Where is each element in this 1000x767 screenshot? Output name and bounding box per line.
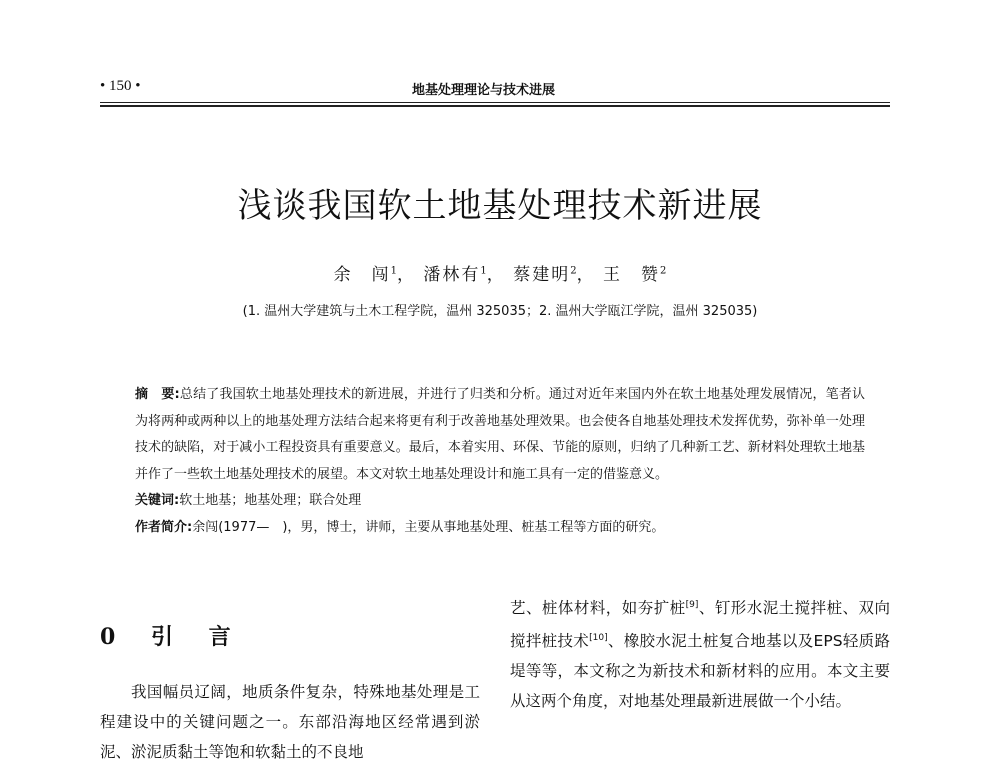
affiliation: (1. 温州大学建筑与土木工程学院，温州 325035；2. 温州大学瓯江学院，温州 325035)	[242, 304, 758, 319]
author-separator: ，	[397, 265, 417, 285]
citation-ref: [9]	[685, 600, 699, 610]
abstract-block	[135, 382, 865, 541]
author-name: 余 闯	[333, 265, 391, 285]
keywords-label: 关键词:	[135, 493, 180, 508]
abstract	[135, 382, 865, 488]
continued-paragraph	[510, 590, 890, 716]
header-rule-thin	[100, 102, 890, 103]
author-bio	[135, 515, 865, 542]
author-separator: ，	[576, 265, 596, 285]
section-heading: 0 引 言	[100, 624, 245, 650]
author-name: 王 赞	[602, 265, 660, 285]
paragraph-text: 、橡胶水泥土桩复合地基以及EPS轻质路堤等等，本文称之为新技术和新材料的应用。本文主要从这两个角度，对地基处理最新进展做一个小结。	[510, 632, 890, 711]
abstract-label: 摘 要:	[135, 387, 180, 402]
running-header	[100, 78, 890, 100]
author-affil-mark: 1	[390, 265, 398, 277]
author-affil-mark: 2	[659, 265, 667, 277]
running-title: 地基处理理论与技术进展	[412, 83, 556, 98]
author-affil-mark: 1	[480, 265, 487, 277]
author-name: 潘林有	[423, 265, 481, 285]
author-name: 蔡建明	[513, 265, 571, 285]
author-list	[0, 260, 1000, 285]
header-rule-thick	[100, 105, 890, 107]
author-bio-label: 作者简介:	[135, 519, 193, 535]
intro-paragraph: 我国幅员辽阔，地质条件复杂，特殊地基处理是工程建设中的关键问题之一。东部沿海地区经常遇到淤泥、淤泥质黏土等饱和软黏土的不良地	[100, 683, 480, 761]
citation-ref: [10]	[589, 633, 608, 644]
page-number: • 150 •	[100, 78, 141, 94]
keywords-text: 软土地基；地基处理；联合处理	[179, 493, 362, 508]
abstract-text: 总结了我国软土地基处理技术的新进展，并进行了归类和分析。通过对近年来国内外在软土地基处理发展情况，笔者认为将两种或两种以上的地基处理方法结合起来将更有利于改善地基处理效果。也会使各自地基处理技术发挥优势，弥补单一处理技术的缺陷，对于减小工程投资具有重要意义。最后，本着实用、环保、节能的原则，归纳了几种新工艺、新材料处理软土地基并作了一些软土地基处理技术的展望。本文对软土地基处理设计和施工具有一定的借鉴意义。	[135, 387, 865, 482]
paragraph-text: 艺、桩体材料，如夯扩桩	[510, 599, 686, 618]
paragraph-text: 、钉形水泥土搅拌桩、双向搅拌桩技术	[510, 599, 890, 651]
author-separator: ，	[486, 265, 506, 285]
left-column	[100, 620, 480, 767]
right-column	[510, 590, 890, 716]
keywords	[135, 488, 865, 515]
author-affil-mark: 2	[570, 265, 577, 277]
paper-title: 浅谈我国软土地基处理技术新进展	[237, 186, 763, 226]
author-bio-text: 余闯(1977— )，男，博士，讲师，主要从事地基处理、桩基工程等方面的研究。	[192, 519, 665, 535]
